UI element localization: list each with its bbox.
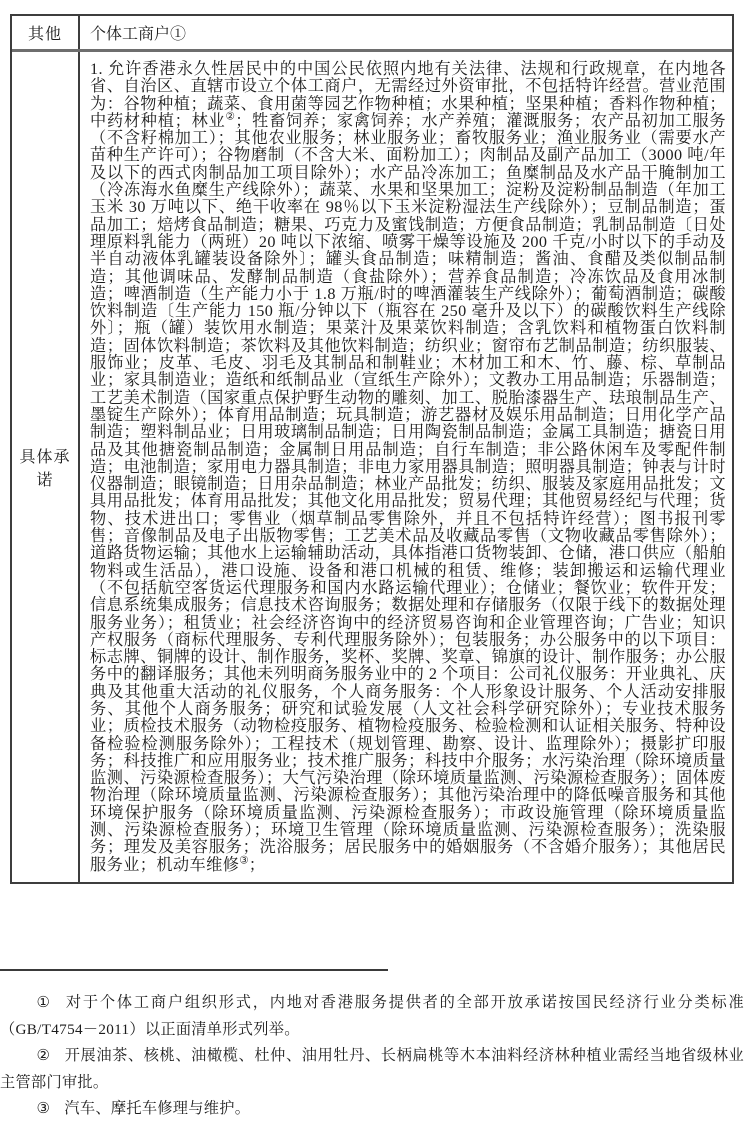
paragraph-text-run: ； xyxy=(248,855,266,874)
commitment-label: 具体承诺 xyxy=(19,448,71,489)
paragraph-text-run: ；牲畜饲养；家禽饲养；水产养殖；灌溉服务；农产品初加工服务（不含籽棉加工）；其他农业服务；林业服务业；畜牧服务业；渔业服务业（需要水产苗种生产许可）；谷物磨制（不含大米、面粉加工）；肉制品及副产品加工（3000 吨/年及以下的西式肉制品加工项目除外）；水产品冷冻加工；鱼糜制品及水产品干腌制加工（冷冻海水鱼糜生产线除外）；蔬菜、水果和坚果加工；淀粉及淀粉制品制造（年加工玉米 30 万吨以下、绝干收率在 98％以下玉米淀粉湿法生产线除外）；豆制品制造；蛋品加工；焙烤食品制造；糖果、巧克力及蜜饯制造；方便食品制造；乳制品制造〔日处理原料乳能力（两班）20 吨以下浓缩、喷雾干燥等设施及 200 千克/小时以下的手动及半自动液体乳罐装设备除外〕；罐头食品制造；味精制造；酱油、食醋及类似制品制造；其他调味品、发酵制品制造（食盐除外）；营养食品制造；冷冻饮品及食用冰制造；啤酒制造（生产能力小于 1.8 万瓶/时的啤酒灌装生产线除外）；葡萄酒制造；碳酸饮料制造〔生产能力 150 瓶/分钟以下（瓶容在 250 毫升及以下）的碳酸饮料生产线除外〕；瓶（罐）装饮用水制造；果菜汁及果菜饮料制造；含乳饮料和植物蛋白饮料制造；固体饮料制造；茶饮料及其他饮料制造；纺织业；窗帘布艺制品制造；纺织服装、服饰业；皮革、毛皮、羽毛及其制品和制鞋业；木材加工和木、竹、藤、棕、草制品业；家具制造业；造纸和纸制品业（宣纸生产除外）；文教办工用品制造；乐器制造；工艺美术制造（国家重点保护野生动物的雕刻、加工、脱胎漆器生产、珐琅制品生产、墨锭生产除外）；体育用品制造；玩具制造；游艺器材及娱乐用品制造；日用化学产品制造；塑料制品业；日用玻璃制品制造；日用陶瓷制品制造；金属工具制造；搪瓷日用品及其他搪瓷制品制造；金属制日用品制造；自行车制造；非公路休闲车及零配件制造；电池制造；家用电力器具制造；非电力家用器具制造；照明器具制造；钟表与计时仪器制造；眼镜制造；日用杂品制造；林业产品批发；纺织、服装及家庭用品批发；文具用品批发；体育用品批发；其他文化用品批发；贸易代理；其他贸易经纪与代理；货物、技术进出口；零售业（烟草制品零售除外，并且不包括特许经营）；图书报刊零售；音像制品及电子出版物零售；工艺美术品及收藏品零售（文物收藏品零售除外）；道路货物运输；其他水上运输辅助活动，具体指港口货物装卸、仓储，港口供应（船舶物料或生活品），港口设施、设备和港口机械的租赁、维修；装卸搬运和运输代理业（不包括航空客货运代理服务和国内水路运输代理业）；仓储业；餐饮业；软件开发；信息系统集成服务；信息技术咨询服务；数据处理和存储服务（仅限于线下的数据处理服务业务）；租赁业；社会经济咨询中的经济贸易咨询和企业管理咨询；广告业；知识产权服务（商标代理服务、专利代理服务除外）；包装服务；办公服务中的以下项目：标志牌、铜牌的设计、制作服务，奖杯、奖牌、奖章、锦旗的设计、制作服务；办公服务中的翻译服务；其他未列明商务服务业中的 2 个项目：公司礼仪服务：开业典礼、庆典及其他重大活动的礼仪服务，个人商务服务：个人形象设计服务、个人活动安排服务、其他个人商务服务；研究和试验发展（人文社会科学研究除外）；专业技术服务业；质检技术服务（动物检疫服务、植物检疫服务、检验检测和认证相关服务、特种设备检验检测服务除外）；工程技术（规划管理、勘察、设计、监理除外）；摄影扩印服务；科技推广和应用服务业；技术推广服务；科技中介服务；水污染治理（除环境质量监测、污染源检查服务）；大气污染治理（除环境质量监测、污染源检查服务）；固体废物治理（除环境质量监测、污染源检查服务）；其他污染治理中的降低噪音服务和其他环境保护服务（除环境质量监测、污染源检查服务）；市政设施管理（除环境质量监测、污染源检查服务）；环境卫生管理（除环境质量监测、污染源检查服务）；洗染服务；理发及美容服务；洗浴服务；居民服务中的婚姻服务（不含婚介服务）；其他居民服务业；机动车维修 xyxy=(90,111,726,874)
header-category-label: 其他 xyxy=(27,26,62,43)
footnote-reference-superscript: ③ xyxy=(239,855,249,867)
footnote-reference-superscript: ② xyxy=(225,111,236,123)
header-category-cell xyxy=(12,16,80,49)
footnote-text-1: 对于个体工商户组织形式，内地对香港服务提供者的全部开放承诺按国民经济行业分类标准（GB/T4754－2011）以正面清单形式列举。 xyxy=(0,994,744,1038)
footnote-item-1 xyxy=(0,990,744,1043)
footnotes-section xyxy=(0,990,744,1123)
commitment-text-cell xyxy=(80,52,732,882)
footnote-item-2 xyxy=(0,1043,744,1096)
footnote-separator xyxy=(0,969,388,971)
footnote-text-2: 开展油茶、核桃、油橄榄、杜仲、油用牡丹、长柄扁桃等木本油料经济林种植业需经当地省级林业主管部门审批。 xyxy=(0,1047,744,1091)
commitment-label-cell xyxy=(12,52,80,882)
header-title-label: 个体工商户① xyxy=(90,26,187,43)
footnote-marker-2: ② xyxy=(36,1047,51,1064)
paragraph-text-run: 1. 允许香港永久性居民中的中国公民依照内地有关法律、法规和行政规章，在内地各省、自治区、直辖市设立个体工商户，无需经过外资审批，不包括特许经营。营业范围为：谷物种植；蔬菜、食用菌等园艺作物种植；水果种植；坚果种植；香料作物种植；中药材种植；林业 xyxy=(90,60,726,130)
footnote-item-3 xyxy=(0,1096,744,1123)
footnote-marker-1: ① xyxy=(36,994,52,1011)
footnote-marker-3: ③ xyxy=(36,1100,51,1117)
commitment-row xyxy=(12,52,732,882)
header-title-cell xyxy=(80,16,732,49)
footnote-text-3: 汽车、摩托车修理与维护。 xyxy=(64,1100,251,1117)
commitment-table xyxy=(10,14,734,884)
table-header-row xyxy=(12,16,732,52)
commitment-paragraph xyxy=(90,61,726,874)
